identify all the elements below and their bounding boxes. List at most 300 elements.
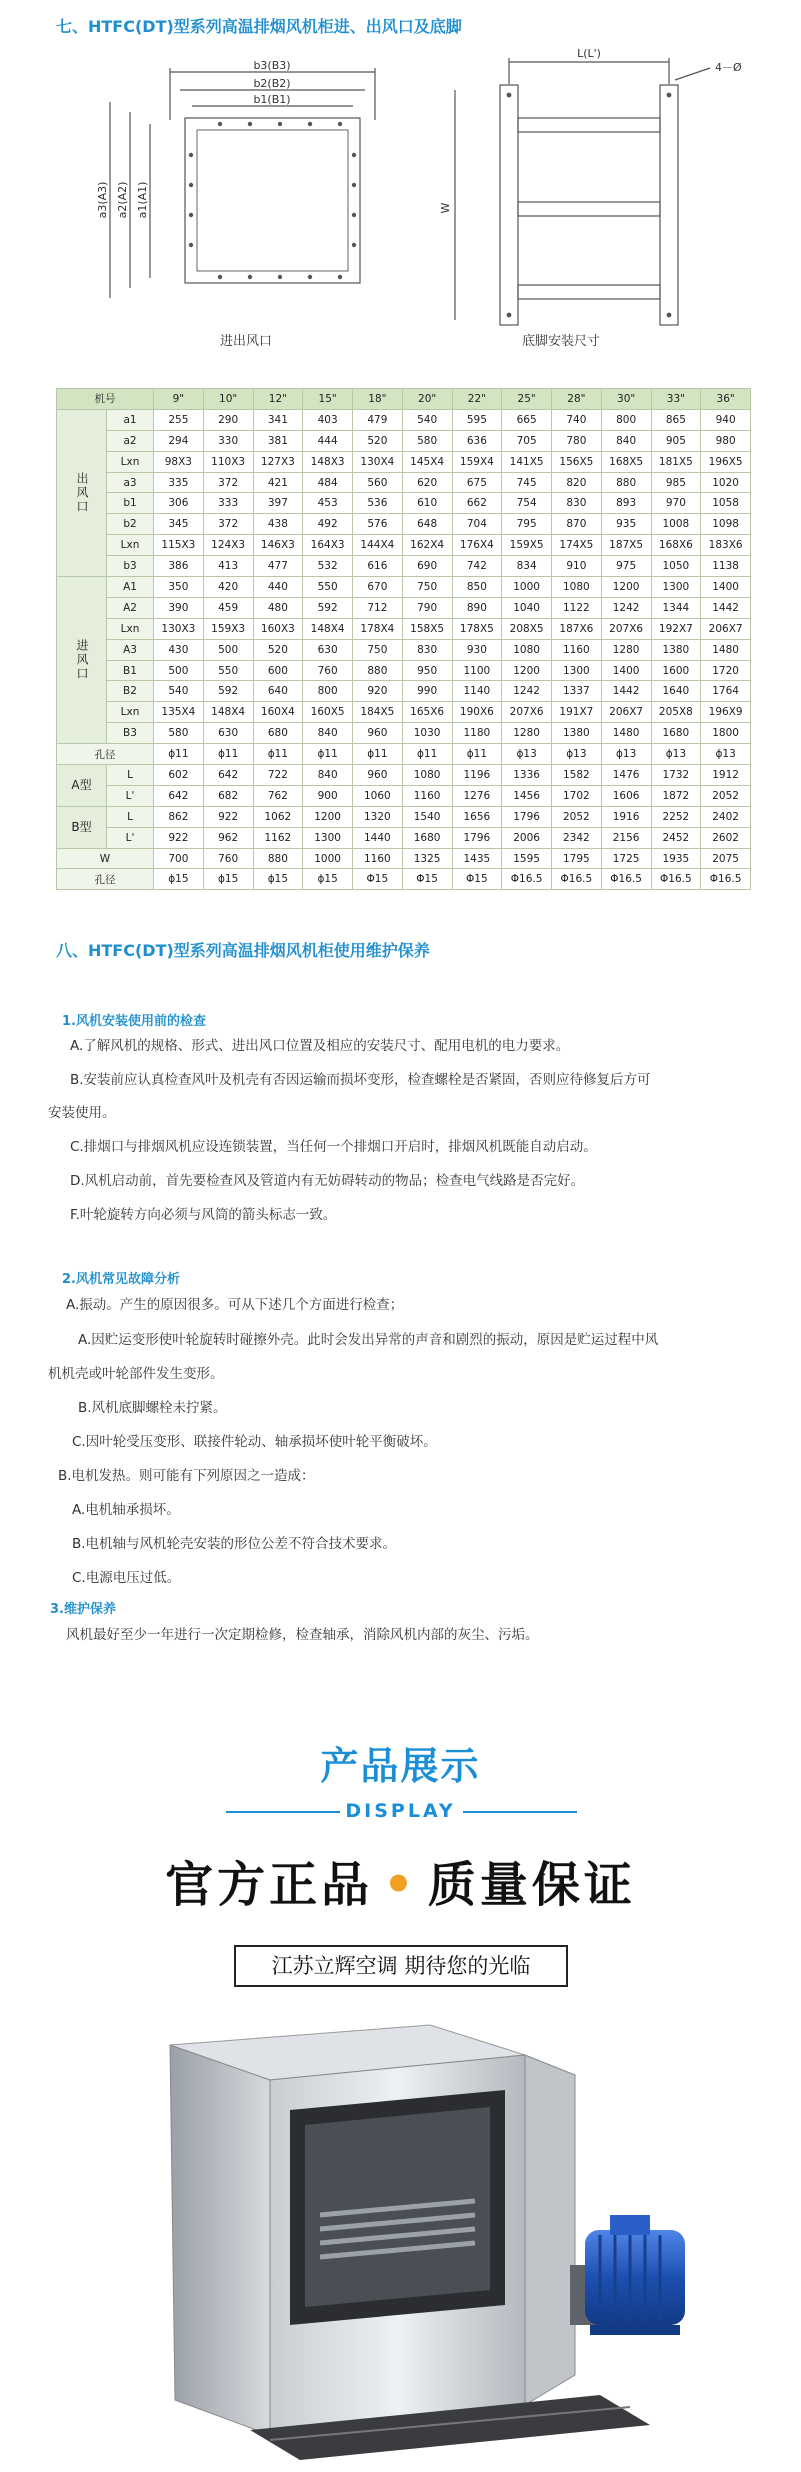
row-label: A3 [107,639,154,660]
table-cell: 550 [203,660,253,681]
label-b2: b2(B2) [253,77,291,90]
table-cell: 1058 [701,493,751,514]
table-cell: 159X4 [452,451,502,472]
table-cell: 610 [402,493,452,514]
s1-head: 1.风机安装使用前的检查 [62,1014,206,1029]
table-cell: 760 [203,848,253,869]
table-cell: 1320 [353,806,403,827]
table-cell: 922 [203,806,253,827]
table-cell: 1600 [651,660,701,681]
table-cell: 1725 [601,848,651,869]
table-cell: 985 [651,472,701,493]
table-row [57,472,751,493]
table-cell: 870 [552,514,602,535]
table-cell: 754 [502,493,552,514]
table-cell: 477 [253,556,303,577]
label-W: W [439,202,452,214]
s2-ac: C.因叶轮受压变形、联接件轮动、轴承损坏使叶轮平衡破坏。 [72,1434,437,1450]
s2-head: 2.风机常见故障分析 [62,1272,180,1287]
label-b3: b3(B3) [253,59,291,72]
table-cell: 2452 [651,827,701,848]
table-cell: 670 [353,577,403,598]
table-cell: ϕ11 [303,744,353,765]
table-cell: 950 [402,660,452,681]
table-cell: 1060 [353,785,403,806]
table-cell: ϕ13 [601,744,651,765]
table-cell: 196X9 [701,702,751,723]
table-cell: 665 [502,409,552,430]
row-label: L [107,806,154,827]
table-cell: 1764 [701,681,751,702]
table-header-row [57,389,751,410]
table-cell: 181X5 [651,451,701,472]
table-cell: 700 [154,848,204,869]
row-label: B1 [107,660,154,681]
table-cell: ϕ13 [651,744,701,765]
table-row [57,723,751,744]
s1-c: C.排烟口与排烟风机应设连锁装置，当任何一个排烟口开启时，排烟风机既能自动启动。 [70,1139,597,1155]
table-cell: 168X5 [601,451,651,472]
table-cell: 830 [402,639,452,660]
table-cell: 1000 [303,848,353,869]
table-cell: 1582 [552,765,602,786]
table-cell: 840 [303,765,353,786]
table-cell: 162X4 [402,535,452,556]
table-cell: 1008 [651,514,701,535]
table-cell: 1080 [502,639,552,660]
table-cell: 630 [203,723,253,744]
header-column: 18" [353,389,403,410]
table-cell: 1200 [303,806,353,827]
table-cell: 1160 [552,639,602,660]
s1-f: F.叶轮旋转方向必须与风筒的箭头标志一致。 [70,1207,337,1223]
table-cell: 290 [203,409,253,430]
table-row [57,597,751,618]
table-cell: 1062 [253,806,303,827]
table-cell: 421 [253,472,303,493]
header-column: 10" [203,389,253,410]
s2-b: B.电机发热。则可能有下列原因之一造成： [58,1468,315,1484]
table-cell: 1200 [502,660,552,681]
outlet-caption: 进出风口 [220,334,273,349]
table-cell: ϕ15 [203,869,253,890]
table-cell: Φ16.5 [502,869,552,890]
table-cell: 1138 [701,556,751,577]
table-cell: 381 [253,430,303,451]
table-cell: 440 [253,577,303,598]
table-cell: 1935 [651,848,701,869]
table-cell: 1040 [502,597,552,618]
table-cell: 616 [353,556,403,577]
table-cell: 159X3 [203,618,253,639]
table-cell: 184X5 [353,702,403,723]
table-cell: 430 [154,639,204,660]
table-cell: 1912 [701,765,751,786]
row-label: a2 [107,430,154,451]
table-cell: 2052 [701,785,751,806]
table-cell: 190X6 [452,702,502,723]
table-cell: 642 [203,765,253,786]
table-cell: 438 [253,514,303,535]
table-cell: 630 [303,639,353,660]
table-row [57,430,751,451]
table-cell: 1300 [303,827,353,848]
table-cell: 255 [154,409,204,430]
table-cell: 682 [203,785,253,806]
table-cell: 420 [203,577,253,598]
table-cell: 176X4 [452,535,502,556]
table-cell: ϕ15 [303,869,353,890]
table-cell: 1000 [502,577,552,598]
welcome-banner: 江苏立辉空调 期待您的光临 [234,1945,568,1987]
slogan [0,1846,801,1915]
table-cell: 174X5 [552,535,602,556]
table-cell: 750 [353,639,403,660]
table-cell: 642 [154,785,204,806]
slogan-dot: • [383,1857,418,1913]
table-cell: 372 [203,514,253,535]
table-cell: 2252 [651,806,701,827]
table-cell: 592 [303,597,353,618]
header-column: 25" [502,389,552,410]
table-cell: 900 [303,785,353,806]
table-cell: 1435 [452,848,502,869]
table-cell: 1640 [651,681,701,702]
table-row [57,806,751,827]
table-cell: 160X3 [253,618,303,639]
row-label: Lxn [107,618,154,639]
table-cell: 1080 [402,765,452,786]
table-cell: 160X4 [253,702,303,723]
table-cell: Φ16.5 [552,869,602,890]
table-cell: 148X3 [303,451,353,472]
table-cell: 205X8 [651,702,701,723]
table-row [57,493,751,514]
table-cell: 960 [353,723,403,744]
table-cell: 602 [154,765,204,786]
table-cell: 820 [552,472,602,493]
table-cell: 940 [701,409,751,430]
table-cell: 127X3 [253,451,303,472]
s1-b1: B.安装前应认真检查风叶及机壳有否因运输而损坏变形，检查螺栓是否紧固，否则应待修复后方可 [70,1072,651,1088]
row-label: A1 [107,577,154,598]
table-cell: 742 [452,556,502,577]
table-row [57,409,751,430]
table-cell: 680 [253,723,303,744]
header-column: 12" [253,389,303,410]
table-cell: 98X3 [154,451,204,472]
table-cell: 595 [452,409,502,430]
table-cell: 890 [452,597,502,618]
table-cell: 2602 [701,827,751,848]
label-b1: b1(B1) [253,93,291,106]
table-cell: 130X4 [353,451,403,472]
table-cell: 453 [303,493,353,514]
table-cell: 1300 [552,660,602,681]
table-cell: 1456 [502,785,552,806]
table-cell: 893 [601,493,651,514]
table-cell: 124X3 [203,535,253,556]
table-cell: 294 [154,430,204,451]
table-cell: 1680 [402,827,452,848]
table-cell: Φ16.5 [601,869,651,890]
table-cell: 1162 [253,827,303,848]
table-cell: 1606 [601,785,651,806]
table-cell: 1800 [701,723,751,744]
row-label: L' [107,785,154,806]
table-cell: 704 [452,514,502,535]
table-cell: 403 [303,409,353,430]
label-a2: a2(A2) [116,181,129,219]
table-cell: 1442 [601,681,651,702]
base-drawing [455,58,710,325]
table-cell: 840 [601,430,651,451]
table-cell: 341 [253,409,303,430]
table-cell: 1380 [651,639,701,660]
table-cell: 1595 [502,848,552,869]
label-L: L(L') [577,47,601,60]
table-row [57,618,751,639]
table-cell: 662 [452,493,502,514]
table-cell: 397 [253,493,303,514]
table-cell: 540 [154,681,204,702]
table-cell: 536 [353,493,403,514]
table-cell: 1325 [402,848,452,869]
table-cell: 459 [203,597,253,618]
header-column: 22" [452,389,502,410]
table-cell: 148X4 [203,702,253,723]
row-label: a1 [107,409,154,430]
table-cell: 550 [303,577,353,598]
table-cell: 480 [253,597,303,618]
row-label: 孔径 [57,744,154,765]
table-cell: 540 [402,409,452,430]
row-label: b3 [107,556,154,577]
table-cell: 168X6 [651,535,701,556]
table-cell: 192X7 [651,618,701,639]
group-label: 出风口 [57,409,107,576]
table-cell: 1242 [601,597,651,618]
table-cell: 922 [154,827,204,848]
table-cell: 1720 [701,660,751,681]
table-cell: 576 [353,514,403,535]
table-cell: 2075 [701,848,751,869]
table-cell: 1280 [502,723,552,744]
table-row [57,869,751,890]
table-cell: 1140 [452,681,502,702]
table-cell: 207X6 [502,702,552,723]
table-cell: 592 [203,681,253,702]
table-cell: 520 [253,639,303,660]
table-cell: 648 [402,514,452,535]
table-row [57,702,751,723]
table-cell: 1080 [552,577,602,598]
table-row [57,848,751,869]
table-cell: 1480 [701,639,751,660]
table-cell: 372 [203,472,253,493]
table-cell: 207X6 [601,618,651,639]
table-cell: 500 [203,639,253,660]
table-cell: 795 [502,514,552,535]
row-label: Lxn [107,702,154,723]
table-cell: ϕ15 [253,869,303,890]
s1-d: D.风机启动前，首先要检查风及管道内有无妨碍转动的物品；检查电气线路是否完好。 [70,1173,585,1189]
s2-bb: B.电机轴与风机轮壳安装的形位公差不符合技术要求。 [72,1536,397,1552]
table-cell: 520 [353,430,403,451]
table-cell: 1680 [651,723,701,744]
table-row [57,639,751,660]
table-cell: 1796 [502,806,552,827]
table-cell: 208X5 [502,618,552,639]
table-cell: ϕ11 [353,744,403,765]
row-label: B3 [107,723,154,744]
table-cell: 600 [253,660,303,681]
row-label: Lxn [107,535,154,556]
product-image [130,2015,690,2460]
display-title: 产品展示 [320,1744,481,1788]
table-cell: ϕ11 [203,744,253,765]
table-cell: 800 [303,681,353,702]
table-cell: 1300 [651,577,701,598]
s2-ab: B.风机底脚螺栓未拧紧。 [78,1400,227,1416]
table-cell: 712 [353,597,403,618]
table-cell: 675 [452,472,502,493]
table-cell: ϕ13 [552,744,602,765]
table-cell: 196X5 [701,451,751,472]
row-label: a3 [107,472,154,493]
s2-bc: C.电源电压过低。 [72,1570,181,1586]
group-label: A型 [57,765,107,807]
table-cell: 178X5 [452,618,502,639]
table-row [57,681,751,702]
table-cell: 206X7 [601,702,651,723]
table-cell: 935 [601,514,651,535]
row-label: L' [107,827,154,848]
table-cell: 1280 [601,639,651,660]
table-row [57,514,751,535]
table-cell: 1030 [402,723,452,744]
table-cell: 850 [452,577,502,598]
table-cell: 1656 [452,806,502,827]
table-cell: 500 [154,660,204,681]
table-cell: 330 [203,430,253,451]
display-subtitle-row [0,1800,801,1824]
table-cell: 1480 [601,723,651,744]
slogan-right: 质量保证 [427,1857,636,1913]
table-cell: 148X4 [303,618,353,639]
s2-a: A.振动。产生的原因很多。可从下述几个方面进行检查； [66,1297,404,1313]
base-bolt-holes [507,93,672,318]
table-cell: 1196 [452,765,502,786]
header-column: 28" [552,389,602,410]
table-cell: 1476 [601,765,651,786]
s2-aa2: 机机壳或叶轮部件发生变形。 [48,1366,224,1382]
table-cell: 990 [402,681,452,702]
table-cell: 145X4 [402,451,452,472]
table-cell: 960 [353,765,403,786]
table-cell: 560 [353,472,403,493]
table-cell: 1400 [601,660,651,681]
table-cell: 191X7 [552,702,602,723]
row-label: B2 [107,681,154,702]
table-cell: ϕ13 [502,744,552,765]
table-cell: 413 [203,556,253,577]
table-cell: 1200 [601,577,651,598]
table-cell: 880 [253,848,303,869]
outlet-bolt-holes [189,122,356,279]
table-cell: 492 [303,514,353,535]
table-cell: ϕ11 [253,744,303,765]
table-cell: 206X7 [701,618,751,639]
table-cell: 1795 [552,848,602,869]
table-cell: 115X3 [154,535,204,556]
spec-table [56,388,751,890]
table-cell: 880 [353,660,403,681]
row-label: b1 [107,493,154,514]
table-cell: 1100 [452,660,502,681]
row-label: W [57,848,154,869]
table-cell: 962 [203,827,253,848]
header-column: 36" [701,389,751,410]
table-cell: Φ15 [402,869,452,890]
table-cell: 1702 [552,785,602,806]
table-cell: 905 [651,430,701,451]
table-cell: 333 [203,493,253,514]
table-row [57,577,751,598]
table-cell: Φ15 [353,869,403,890]
header-column: 15" [303,389,353,410]
table-cell: 187X6 [552,618,602,639]
label-a3: a3(A3) [96,181,109,219]
table-cell: 135X4 [154,702,204,723]
table-cell: 2342 [552,827,602,848]
s2-aa1: A.因贮运变形使叶轮旋转时碰擦外壳。此时会发出异常的声音和剧烈的振动，原因是贮运过程中风 [78,1332,659,1348]
table-cell: 1337 [552,681,602,702]
table-cell: 532 [303,556,353,577]
table-cell: 1160 [353,848,403,869]
s1-a: A.了解风机的规格、形式、进出风口位置及相应的安装尺寸、配用电机的电力要求。 [70,1038,570,1054]
table-row [57,785,751,806]
table-cell: 762 [253,785,303,806]
table-cell: 830 [552,493,602,514]
table-cell: 479 [353,409,403,430]
table-row [57,535,751,556]
table-cell: 160X5 [303,702,353,723]
table-cell: 1020 [701,472,751,493]
row-label: Lxn [107,451,154,472]
table-cell: 1442 [701,597,751,618]
table-cell: 164X3 [303,535,353,556]
header-column: 9" [154,389,204,410]
table-cell: 640 [253,681,303,702]
table-cell: 840 [303,723,353,744]
table-cell: 2156 [601,827,651,848]
label-a1: a1(A1) [136,181,149,219]
table-cell: 187X5 [601,535,651,556]
table-cell: 159X5 [502,535,552,556]
table-cell: 722 [253,765,303,786]
table-cell: 975 [601,556,651,577]
s3-head: 3.维护保养 [50,1602,116,1617]
table-cell: 1122 [552,597,602,618]
table-cell: ϕ11 [154,744,204,765]
table-cell: 1872 [651,785,701,806]
table-cell: ϕ11 [452,744,502,765]
group-label: 进风口 [57,577,107,744]
table-cell: 141X5 [502,451,552,472]
table-cell: 144X4 [353,535,403,556]
table-cell: 865 [651,409,701,430]
